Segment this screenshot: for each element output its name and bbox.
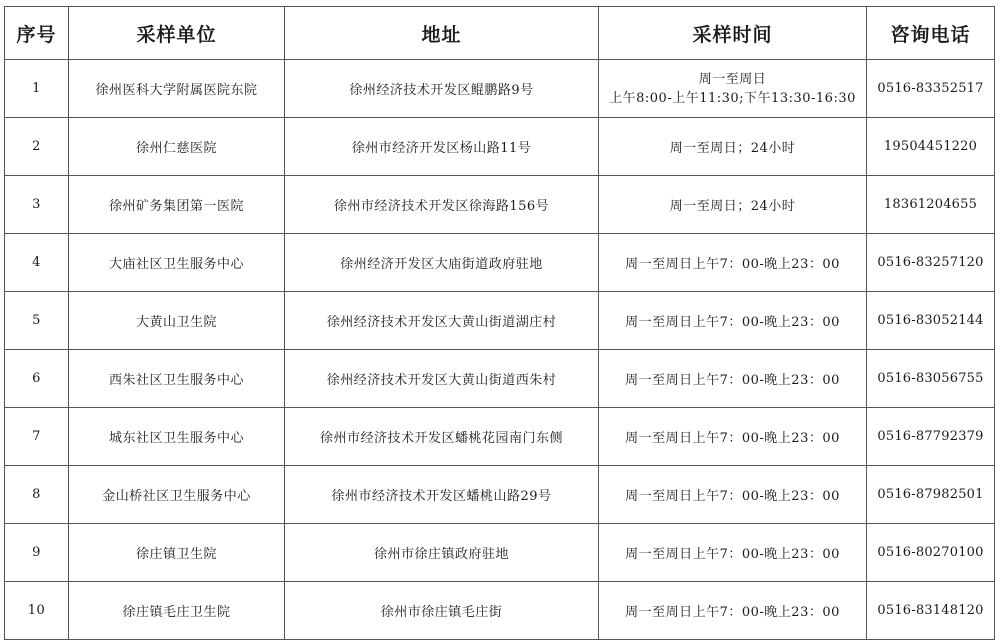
header-address: 地址	[285, 7, 599, 60]
cell-address: 徐州经济技术开发区大黄山街道湖庄村	[285, 292, 599, 350]
cell-address: 徐州市经济技术开发区徐海路156号	[285, 176, 599, 234]
cell-phone: 0516-87792379	[867, 408, 995, 466]
cell-address: 徐州市经济技术开发区蟠桃山路29号	[285, 466, 599, 524]
cell-time: 周一至周日上午7：00-晚上23：00	[599, 466, 867, 524]
table-row	[5, 292, 995, 350]
cell-unit: 徐庄镇毛庄卫生院	[69, 582, 285, 640]
cell-time: 周一至周日上午7：00-晚上23：00	[599, 292, 867, 350]
cell-index: 9	[5, 524, 69, 582]
cell-time: 周一至周日上午7：00-晚上23：00	[599, 524, 867, 582]
cell-unit: 徐州矿务集团第一医院	[69, 176, 285, 234]
cell-index: 6	[5, 350, 69, 408]
table-row	[5, 524, 995, 582]
cell-index: 5	[5, 292, 69, 350]
cell-time	[599, 60, 867, 118]
cell-address: 徐州经济技术开发区大黄山街道西朱村	[285, 350, 599, 408]
cell-index: 1	[5, 60, 69, 118]
cell-address: 徐州市徐庄镇政府驻地	[285, 524, 599, 582]
cell-unit: 大黄山卫生院	[69, 292, 285, 350]
cell-time: 周一至周日上午7：00-晚上23：00	[599, 408, 867, 466]
table-row	[5, 350, 995, 408]
cell-phone: 0516-83052144	[867, 292, 995, 350]
cell-address: 徐州经济开发区大庙街道政府驻地	[285, 234, 599, 292]
header-time: 采样时间	[599, 7, 867, 60]
cell-time-line1: 周一至周日	[698, 71, 767, 87]
cell-unit: 徐州医科大学附属医院东院	[69, 60, 285, 118]
cell-address: 徐州市经济技术开发区蟠桃花园南门东侧	[285, 408, 599, 466]
cell-phone: 19504451220	[867, 118, 995, 176]
header-phone: 咨询电话	[867, 7, 995, 60]
cell-unit: 徐州仁慈医院	[69, 118, 285, 176]
cell-phone: 0516-83352517	[867, 60, 995, 118]
cell-index: 4	[5, 234, 69, 292]
cell-address: 徐州市经济开发区杨山路11号	[285, 118, 599, 176]
sampling-sites-table	[4, 6, 995, 640]
cell-index: 10	[5, 582, 69, 640]
cell-index: 3	[5, 176, 69, 234]
cell-phone: 0516-83148120	[867, 582, 995, 640]
table-row	[5, 60, 995, 118]
cell-time: 周一至周日上午7：00-晚上23：00	[599, 582, 867, 640]
cell-index: 7	[5, 408, 69, 466]
cell-phone: 0516-80270100	[867, 524, 995, 582]
cell-unit: 金山桥社区卫生服务中心	[69, 466, 285, 524]
table-row	[5, 176, 995, 234]
cell-address: 徐州经济技术开发区鲲鹏路9号	[285, 60, 599, 118]
cell-unit: 城东社区卫生服务中心	[69, 408, 285, 466]
cell-phone: 18361204655	[867, 176, 995, 234]
table-row	[5, 234, 995, 292]
cell-unit: 徐庄镇卫生院	[69, 524, 285, 582]
cell-time: 周一至周日；24小时	[599, 118, 867, 176]
cell-address: 徐州市徐庄镇毛庄街	[285, 582, 599, 640]
table-header-row	[5, 7, 995, 60]
cell-phone: 0516-83056755	[867, 350, 995, 408]
table-row	[5, 466, 995, 524]
header-unit: 采样单位	[69, 7, 285, 60]
cell-index: 2	[5, 118, 69, 176]
cell-index: 8	[5, 466, 69, 524]
header-index: 序号	[5, 7, 69, 60]
cell-phone: 0516-83257120	[867, 234, 995, 292]
table-row	[5, 118, 995, 176]
table-row	[5, 582, 995, 640]
cell-time: 周一至周日上午7：00-晚上23：00	[599, 350, 867, 408]
sampling-sites-sheet	[4, 6, 994, 634]
cell-time-line2: 上午8:00-上午11:30;下午13:30-16:30	[609, 90, 856, 106]
cell-time: 周一至周日上午7：00-晚上23：00	[599, 234, 867, 292]
cell-unit: 大庙社区卫生服务中心	[69, 234, 285, 292]
cell-phone: 0516-87982501	[867, 466, 995, 524]
cell-time: 周一至周日；24小时	[599, 176, 867, 234]
table-row	[5, 408, 995, 466]
cell-unit: 西朱社区卫生服务中心	[69, 350, 285, 408]
